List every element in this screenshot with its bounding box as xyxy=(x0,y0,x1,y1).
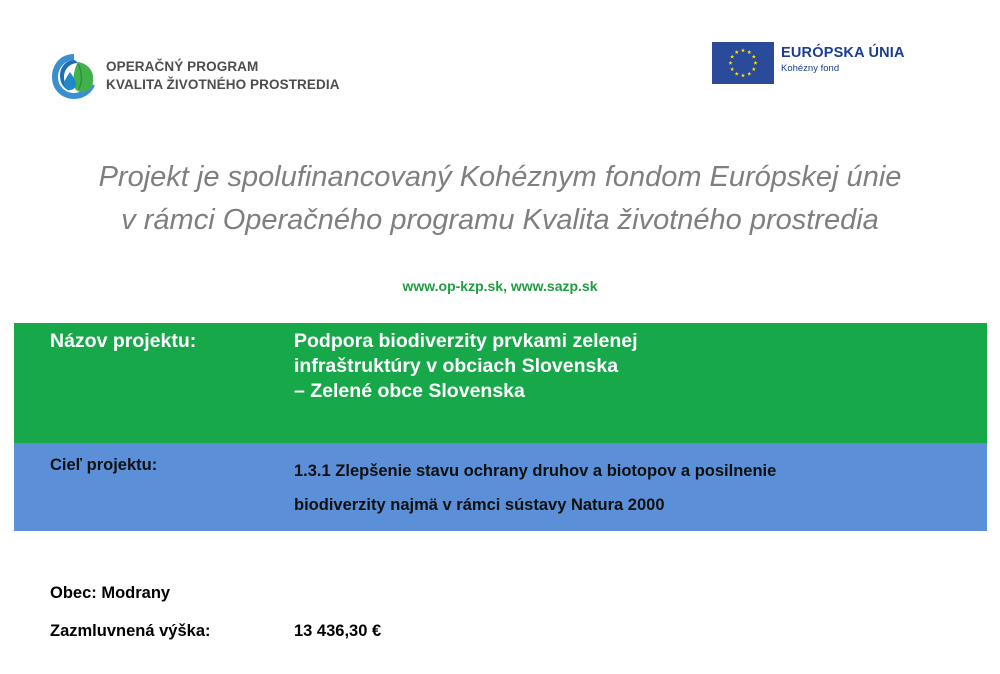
program-logo-line2: KVALITA ŽIVOTNÉHO PROSTREDIA xyxy=(106,77,340,92)
project-name-value xyxy=(294,329,934,404)
eu-star xyxy=(753,61,757,65)
project-name-label: Názov projektu: xyxy=(50,330,197,352)
project-goal-value xyxy=(294,454,954,522)
cofinancing-statement xyxy=(0,156,1000,242)
eu-star xyxy=(747,50,751,54)
project-name-line: – Zelené obce Slovenska xyxy=(294,380,525,402)
eu-title: EURÓPSKA ÚNIA xyxy=(781,45,905,61)
headline-line1: Projekt je spolufinancovaný Kohéznym fondom Európskej únie xyxy=(98,161,902,193)
eu-star xyxy=(747,72,751,76)
municipality: Obec: Modrany xyxy=(50,584,171,602)
eu-flag-icon xyxy=(712,42,774,84)
leaf-drop-logo-icon xyxy=(48,48,100,104)
eu-star xyxy=(752,67,756,71)
eu-star xyxy=(730,55,734,59)
project-goal-line: biodiverzity najmä v rámci sústavy Natura 2000 xyxy=(294,496,665,514)
program-logo-line1: OPERAČNÝ PROGRAM xyxy=(106,59,259,74)
eu-subtitle: Kohézny fond xyxy=(781,63,840,74)
project-name-line: Podpora biodiverzity prvkami zelenej xyxy=(294,330,638,352)
headline-line2: v rámci Operačného programu Kvalita životného prostredia xyxy=(121,204,879,236)
contracted-amount-value: 13 436,30 € xyxy=(294,622,382,640)
website-links: www.op-kzp.sk, www.sazp.sk xyxy=(402,278,598,294)
contracted-amount-label: Zazmluvnená výška: xyxy=(50,622,211,640)
op-kzp-logo xyxy=(48,46,368,106)
eu-logo xyxy=(712,42,905,84)
eu-star xyxy=(741,73,745,77)
project-goal-line: 1.3.1 Zlepšenie stavu ochrany druhov a biotopov a posilnenie xyxy=(294,462,777,480)
eu-star xyxy=(735,50,739,54)
eu-star xyxy=(728,61,732,65)
eu-star xyxy=(730,67,734,71)
eu-star xyxy=(741,48,745,52)
project-goal-label: Cieľ projektu: xyxy=(50,456,158,474)
eu-star xyxy=(752,55,756,59)
eu-star xyxy=(735,72,739,76)
project-name-line: infraštruktúry v obciach Slovenska xyxy=(294,355,619,377)
